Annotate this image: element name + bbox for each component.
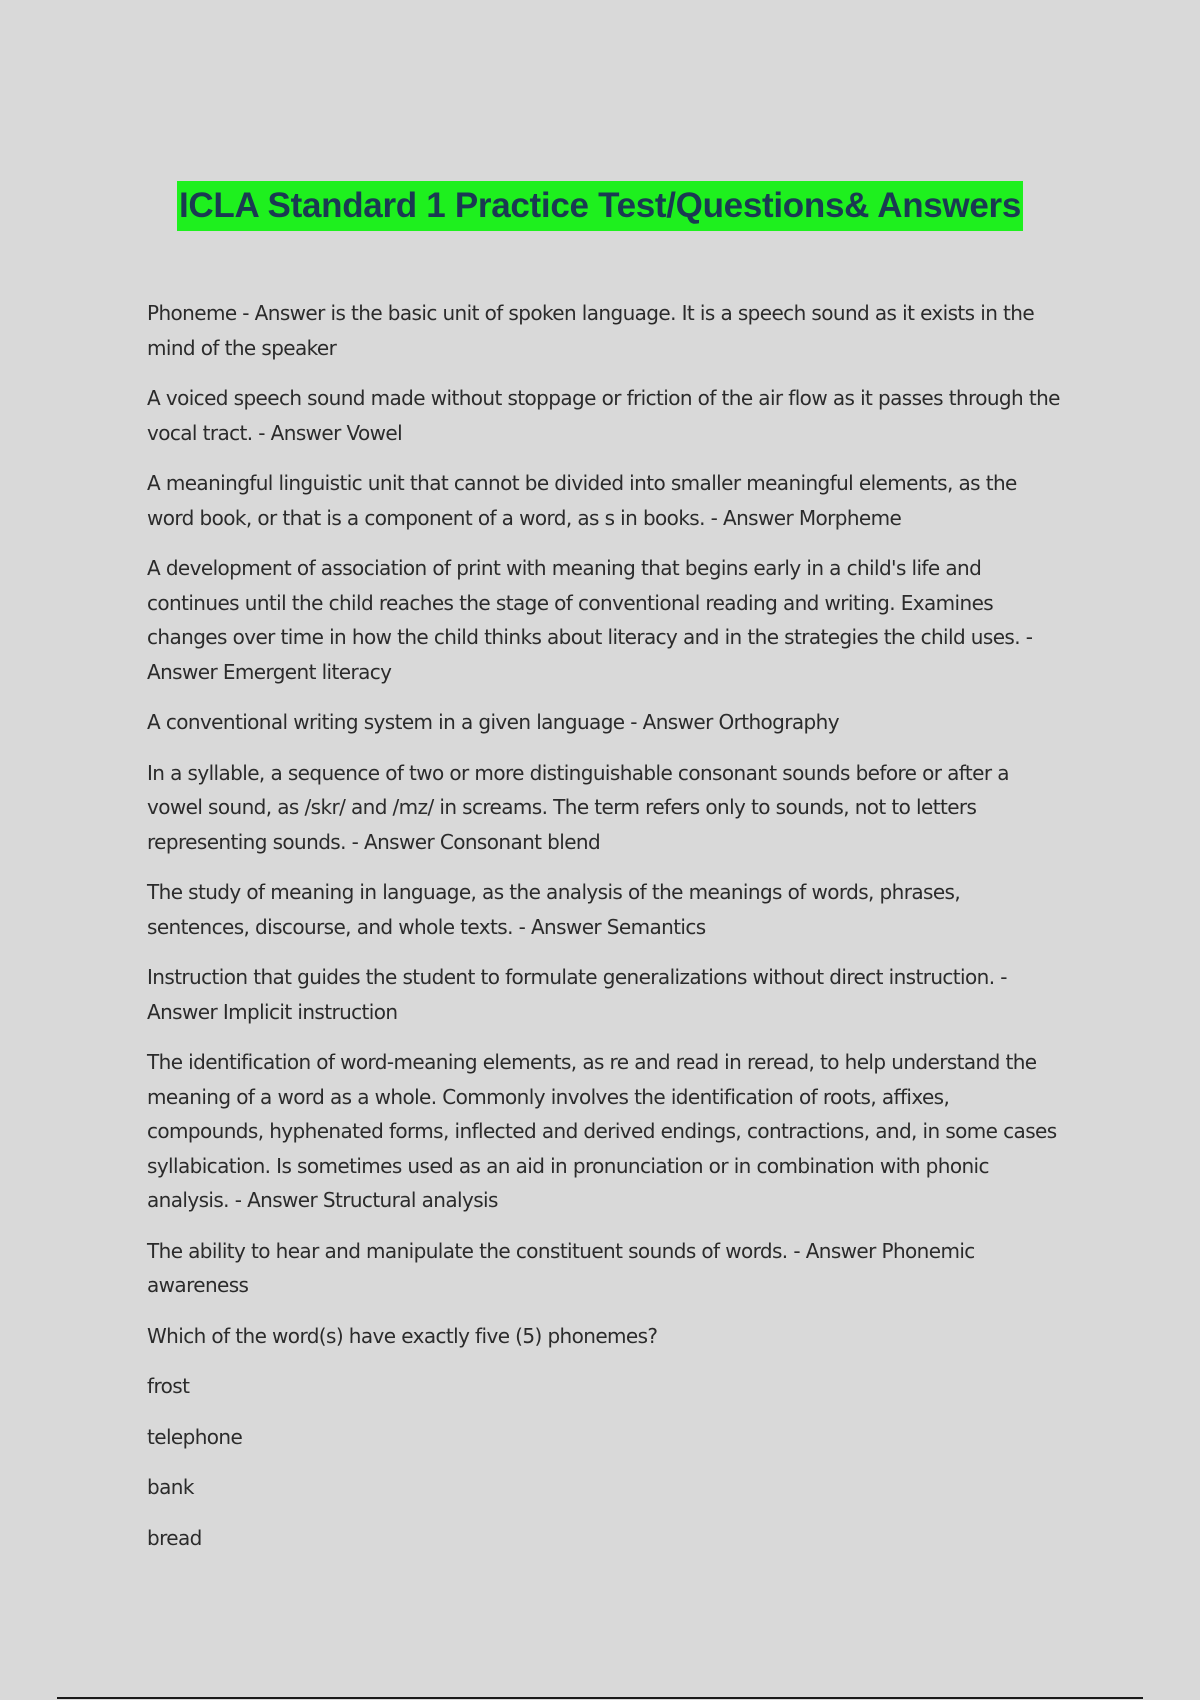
qa-entry-semantics: The study of meaning in language, as the analysis of the meanings of words, phrases, sentences, discourse, and whole texts. - Answer Semantics xyxy=(147,880,961,939)
title-container xyxy=(0,181,1200,231)
document-title: ICLA Standard 1 Practice Test/Questions& Answers xyxy=(177,181,1023,231)
bottom-divider xyxy=(57,1697,1143,1699)
qa-entry-phonemic-awareness: The ability to hear and manipulate the constituent sounds of words. - Answer Phonemic awareness xyxy=(147,1238,975,1297)
answer-option-bank: bank xyxy=(147,1475,194,1499)
qa-entry-phoneme: Phoneme - Answer is the basic unit of spoken language. It is a speech sound as it exists in the mind of the speaker xyxy=(147,301,1035,360)
qa-entry-consonant-blend: In a syllable, a sequence of two or more distinguishable consonant sounds before or after a vowel sound, as /skr/ and /mz/ in screams. The term refers only to sounds, not to letters representing sounds. - Answer Consonant blend xyxy=(147,760,1009,854)
document-body xyxy=(147,296,1062,1571)
qa-entry-morpheme: A meaningful linguistic unit that cannot be divided into smaller meaningful elements, as the word book, or that is a component of a word, as s in books. - Answer Morpheme xyxy=(147,471,1017,530)
answer-option-telephone: telephone xyxy=(147,1424,243,1449)
question-text: Which of the word(s) have exactly five (5) phonemes? xyxy=(147,1323,658,1348)
qa-entry-structural-analysis: The identification of word-meaning elements, as re and read in reread, to help understand the meaning of a word as a whole. Commonly involves the identification of roots, affixes, compounds, hyphenated forms, inflected and derived endings, contractions, and, in some cases syllabication. Is sometimes used as an aid in pronunciation or in combination with phonic analysis. - Answer Structural analysis xyxy=(147,1050,1057,1212)
qa-entry-emergent-literacy: A development of association of print with meaning that begins early in a child's life and continues until the child reaches the stage of conventional reading and writing. Examines changes over time in how the child thinks about literacy and in the strategies the child uses. - Answer Emergent literacy xyxy=(147,556,1033,684)
qa-entry-implicit-instruction: Instruction that guides the student to formulate generalizations without direct instruction. - Answer Implicit instruction xyxy=(147,965,1007,1024)
answer-option-bread: bread xyxy=(147,1525,202,1550)
answer-option-frost: frost xyxy=(147,1374,190,1398)
qa-entry-orthography: A conventional writing system in a given language - Answer Orthography xyxy=(147,710,839,734)
qa-entry-vowel: A voiced speech sound made without stoppage or friction of the air flow as it passes through the vocal tract. - Answer Vowel xyxy=(147,386,1060,445)
